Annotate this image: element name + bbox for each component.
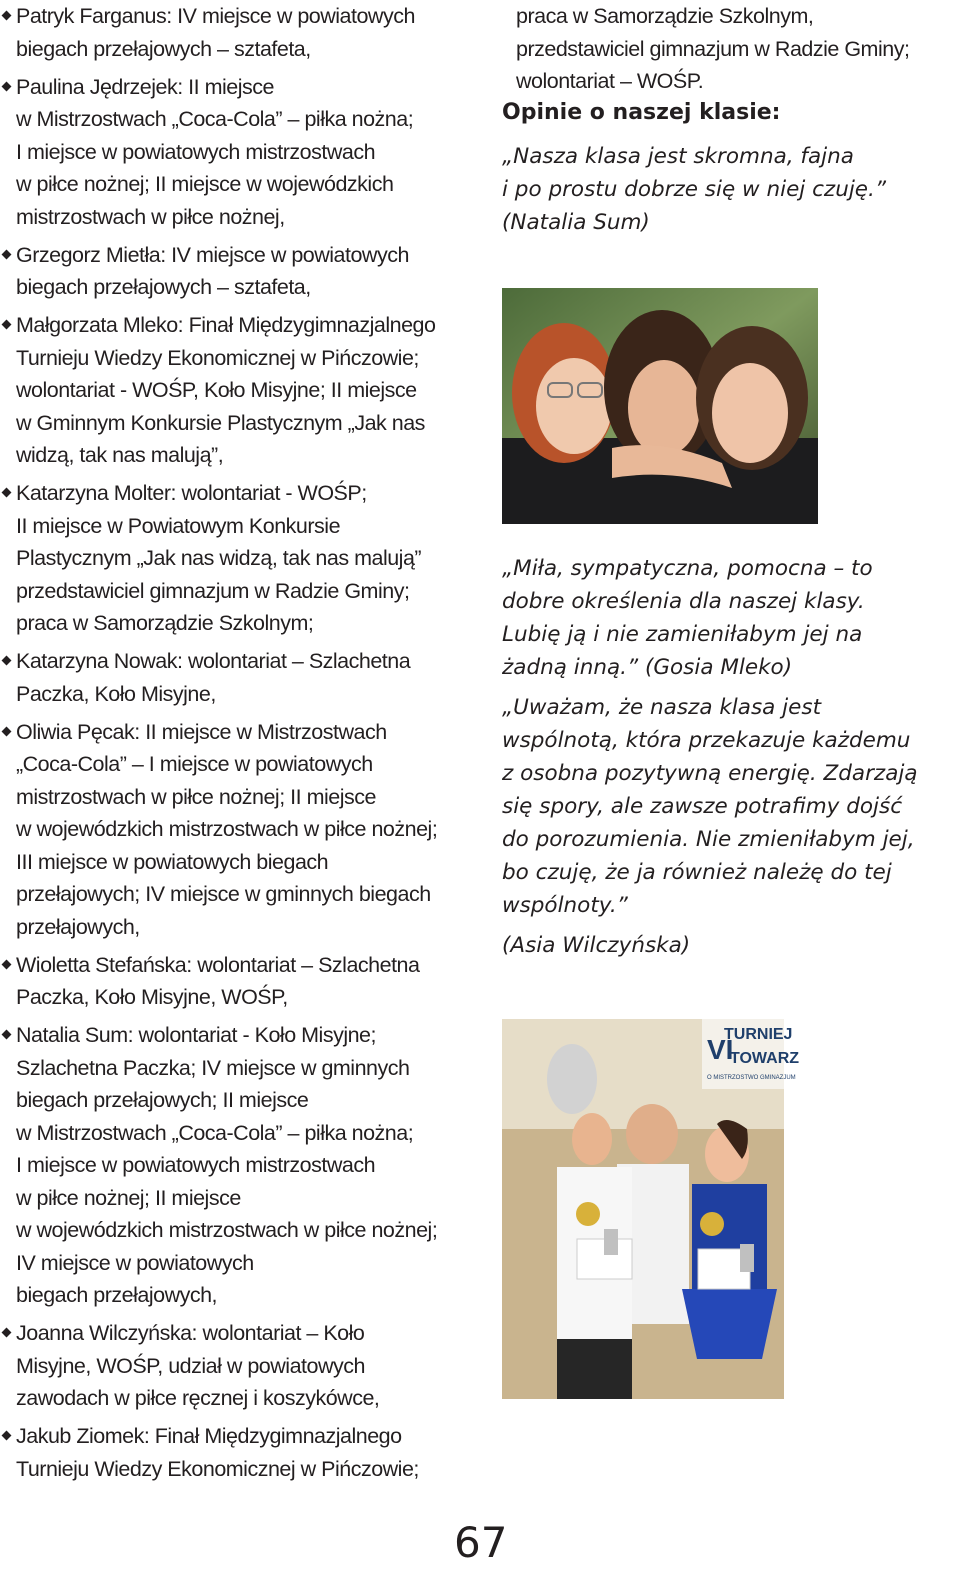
list-item: Joanna Wilczyńska: wolontariat – Koło Misyjne, WOŚP, udział w powiatowych zawodach w piłce ręcznej i koszykówce, (0, 1317, 470, 1415)
quote-asia-author: (Asia Wilczyńska) (502, 933, 691, 958)
diamond-bullet-icon (2, 320, 12, 330)
diamond-bullet-icon (2, 1328, 12, 1338)
continuation-text: praca w Samorządzie Szkolnym, przedstawiciel gimnazjum w Radzie Gminy; wolontariat – WOŚP. (516, 4, 910, 93)
banner-roman-six: VI (707, 1034, 734, 1065)
section-heading: Opinie o naszej klasie: (502, 100, 781, 125)
diamond-bullet-icon (2, 726, 12, 736)
class-photo-girls (502, 288, 818, 524)
list-item: Natalia Sum: wolontariat - Koło Misyjne; Szlachetna Paczka; IV miejsce w gminnych biegach przełajowych; II miejsce w Mistrzostwach „Coca-Cola” – piłka nożna; I miejsce w powiatowych mistrzostwach w piłce nożnej; II miejsce w wojewódzkich mistrzostwach w piłce nożnej; IV miejsce w powiatowych biegach przełajowych, (0, 1019, 470, 1312)
banner-text-3: O MISTRZOSTWO GMINAZJUM (707, 1075, 796, 1081)
diamond-bullet-icon (2, 11, 12, 21)
diamond-bullet-icon (2, 1431, 12, 1441)
diamond-bullet-icon (2, 488, 12, 498)
achievements-list (0, 0, 470, 1491)
list-item: Katarzyna Nowak: wolontariat – Szlachetna Paczka, Koło Misyjne, (0, 645, 470, 710)
diamond-bullet-icon (2, 81, 12, 91)
list-item: Jakub Ziomek: Finał Międzygimnazjalnego Turnieju Wiedzy Ekonomicznej w Pińczowie; (0, 1420, 470, 1485)
list-item: Małgorzata Mleko: Finał Międzygimnazjalnego Turnieju Wiedzy Ekonomicznej w Pińczowie; wolontariat - WOŚP, Koło Misyjne; II miejsce w Gminnym Konkursie Plastycznym „Jak nas widzą, tak nas malują”, (0, 309, 470, 472)
class-photo-girls-image (502, 288, 818, 524)
banner-text-1: TURNIEJ (724, 1026, 793, 1043)
list-item: Wioletta Stefańska: wolontariat – Szlachetna Paczka, Koło Misyjne, WOŚP, (0, 949, 470, 1014)
diamond-bullet-icon (2, 959, 12, 969)
diamond-bullet-icon (2, 656, 12, 666)
tournament-photo (502, 1019, 800, 1399)
page-number: 67 (454, 1518, 508, 1567)
quote-natalia: „Nasza klasa jest skromna, fajna i po prostu dobrze się w niej czuję.” (Natalia Sum) (502, 144, 887, 235)
quote-gosia: „Miła, sympatyczna, pomocna – to dobre określenia dla naszej klasy. Lubię ją i nie zamieniłabym jej na żadną inną.” (Gosia Mleko) (502, 556, 873, 680)
tournament-photo-image (502, 1019, 800, 1399)
quote-asia: „Uważam, że nasza klasa jest wspólnotą, która przekazuje każdemu z osobna pozytywną energię. Zdarzają się spory, ale zawsze potrafimy dojść do porozumienia. Nie zmieniłabym jej, bo czuję, że ja również należę do tej wspólnoty.” (502, 695, 918, 918)
list-item: Grzegorz Mietła: IV miejsce w powiatowych biegach przełajowych – sztafeta, (0, 239, 470, 304)
list-item: Paulina Jędrzejek: II miejsce w Mistrzostwach „Coca-Cola” – piłka nożna; I miejsce w powiatowych mistrzostwach w piłce nożnej; II miejsce w wojewódzkich mistrzostwach w piłce nożnej, (0, 71, 470, 234)
banner-text-2: TOWARZ (730, 1050, 800, 1067)
diamond-bullet-icon (2, 249, 12, 259)
list-item: Katarzyna Molter: wolontariat - WOŚP; II miejsce w Powiatowym Konkursie Plastycznym „Jak nas widzą, tak nas malują” przedstawiciel gimnazjum w Radzie Gminy; praca w Samorządzie Szkolnym; (0, 477, 470, 640)
list-item: Patryk Farganus: IV miejsce w powiatowych biegach przełajowych – sztafeta, (0, 0, 470, 65)
list-item: Oliwia Pęcak: II miejsce w Mistrzostwach „Coca-Cola” – I miejsce w powiatowych mistrzostwach w piłce nożnej; II miejsce w wojewódzkich mistrzostwach w piłce nożnej; III miejsce w powiatowych biegach przełajowych; IV miejsce w gminnych biegach przełajowych, (0, 716, 470, 944)
diamond-bullet-icon (2, 1030, 12, 1040)
